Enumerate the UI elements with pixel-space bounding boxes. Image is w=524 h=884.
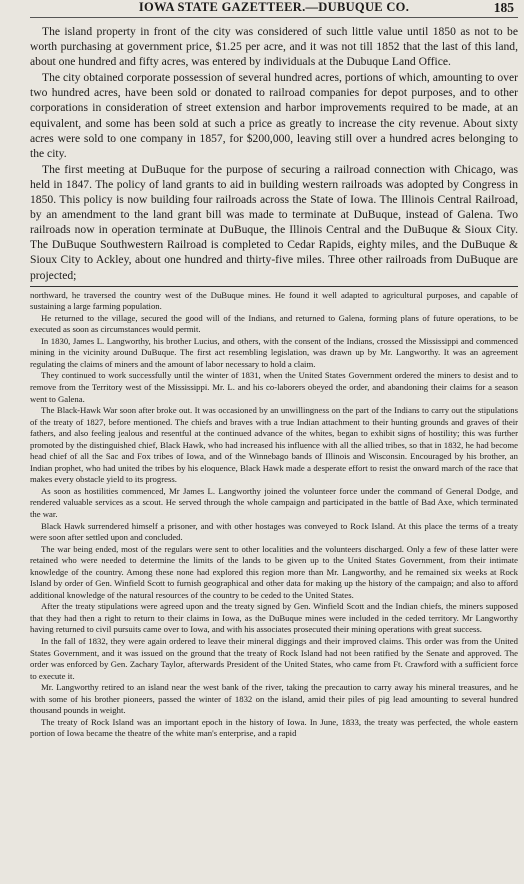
paragraph-island-retreat: Mr. Langworthy retired to an island near the west bank of the river, taking the precaution to carry away his mineral treasures, and he with some of his brother pioneers, passed the winter of 1832 on the island, amid their piles of pig lead amounting to several hundred thousand pounds in weight. <box>30 682 518 716</box>
paragraph-winter-1831: They continued to work successfully until the winter of 1831, when the United States Government ordered the miners to desist and to remove from the Territory west of the Mississippi. Mr. L. and his co-laborers obeyed the order, and abandoning their claims for a season went to Galena. <box>30 370 518 404</box>
page-header <box>30 0 518 18</box>
paragraph-fall-1832: In the fall of 1832, they were again ordered to leave their mineral diggings and their improved claims. This order was from the United States Government, and it was issued on the ground that the treaty of Rock Island had not been ratified by the Senate and approved. The order was enforced by Gen. Zachary Taylor, afterwards President of the United States, who came from Ft. Crawford with a sufficient force to execute it. <box>30 636 518 681</box>
paragraph-returned-village: He returned to the village, secured the good will of the Indians, and returned to Galena, forming plans of future operations, to be executed as soon as circumstances would permit. <box>30 312 518 335</box>
paragraph-city-corporate-possession: The city obtained corporate possession of several hundred acres, portions of which, amounting to over two hundred acres, have been sold or donated to railroad companies for depot purposes, and to other corporations in consideration of street extension and harbor improvements required to be made, at an equivalent, and some has been sold at such a price as greatly to increase the city revenue. About sixty acres were sold to one company in 1857, for $200,000, leaving still over a hundred acres belonging to the city. <box>30 71 518 160</box>
paragraph-war-ended: The war being ended, most of the regulars were sent to other localities and the volunteers discharged. Only a few of these latter were retained who were needed to determine the limits of the lands to be given up to the United States Government, from their intimate knowledge of the country. Among these none had explored this region more than Mr. Langworthy, and he remained six weeks at Rock Island by order of Gen. Winfield Scott to furnish geographical and other data for making up the history of the campaign; and also to afford additional knowledge of the natural resources of the country to be ceded to the United States. <box>30 543 518 600</box>
main-text <box>30 24 518 283</box>
paragraph-northward: northward, he traversed the country west of the DuBuque mines. He found it well adapted to agricultural purposes, and capable of sustaining a large farming population. <box>30 289 518 312</box>
paragraph-hostilities: As soon as hostilities commenced, Mr James L. Langworthy joined the volunteer force under the command of General Dodge, and rendered valuable services as a scout. He served through the whole campaign and participated in the battle of Bad Axe, which terminated the war. <box>30 485 518 519</box>
running-head: IOWA STATE GAZETTEER.—DUBUQUE CO. <box>138 0 410 14</box>
page-number: 185 <box>493 0 514 15</box>
paragraph-treaty-rock-island: The treaty of Rock Island was an important epoch in the history of Iowa. In June, 1833, the treaty was perfected, the whole eastern portion of Iowa became the theatre of the white man's enterprise, and a rapid <box>30 716 518 739</box>
paragraph-island-property: The island property in front of the city was considered of such little value until 1850 as not to be worth purchasing at government price, $1.25 per acre, and it was not till 1852 that the last of this land, about one hundred and fifty acres, was entered by individuals at the Dubuque Land Office. <box>30 25 518 69</box>
history-text <box>30 290 518 740</box>
paragraph-black-hawk-war: The Black-Hawk War soon after broke out. It was occasioned by an unwillingness on the part of the Indians to carry out the stipulations of the treaty of 1827, before mentioned. The chiefs and braves with a true Indian attachment to their hunting grounds and graves of their fathers, and also feeling jealous and resentful at the continued advance of the whites, began to exhibit signs of hostility; this was further promoted by the distinguished chief, Black Hawk, who had increased his influence with all the allied tribes, so that in 1832, he had become head chief of all the Sac and Fox tribes of Iowa, and of the Winnebago bands of Illinois and Wisconsin. Encouraged by his brother, an Indian prophet, who had united the tribes by his eloquence, Black Hawk made a desperate effort to resist the onward march of the race that makes every obstacle yield to its progress. <box>30 405 518 485</box>
paragraph-1830-langworthy: In 1830, James L. Langworthy, his brother Lucius, and others, with the consent of the Indians, crossed the Mississippi and commenced mining in the vicinity around DuBuque. The first act resembling legislation, was drawn up by Mr. Langworthy. It was an agreement regulating the claims of miners and the amount of labor necessary to hold a claim. <box>30 335 518 369</box>
section-divider <box>30 286 518 287</box>
paragraph-treaty-stipulations: After the treaty stipulations were agreed upon and the treaty signed by Gen. Winfield Scott and the Indian chiefs, the miners supposed that they had then a right to return to their claims in Iowa, as the DuBuque mines were included in the ceded territory. Mr Langworthy having returned to civil pursuits came over to Iowa, and with his associates prosecuted their mining operations with great success. <box>30 601 518 635</box>
paragraph-railroad-meeting: The first meeting at DuBuque for the purpose of securing a railroad connection with Chicago, was held in 1847. The policy of land grants to aid in building western railroads was adopted by Congress in 1850. This policy is now building four railroads across the State of Iowa. The Illinois Central Railroad, by an amendment to the land grant bill was made to terminate at DuBuque, instead of Galena. Two railroads now in operation terminate at DuBuque, the Illinois Central and the DuBuque & Sioux City. The DuBuque Southwestern Railroad is completed to Cedar Rapids, eighty miles, and the DuBuque & Sioux City to Ackley, about one hundred and thirty-five miles. Three other railroads from DuBuque are projected; <box>30 162 518 282</box>
paragraph-surrender: Black Hawk surrendered himself a prisoner, and with other hostages was conveyed to Rock Island. At this place the terms of a treaty were soon after settled upon and concluded. <box>30 520 518 543</box>
